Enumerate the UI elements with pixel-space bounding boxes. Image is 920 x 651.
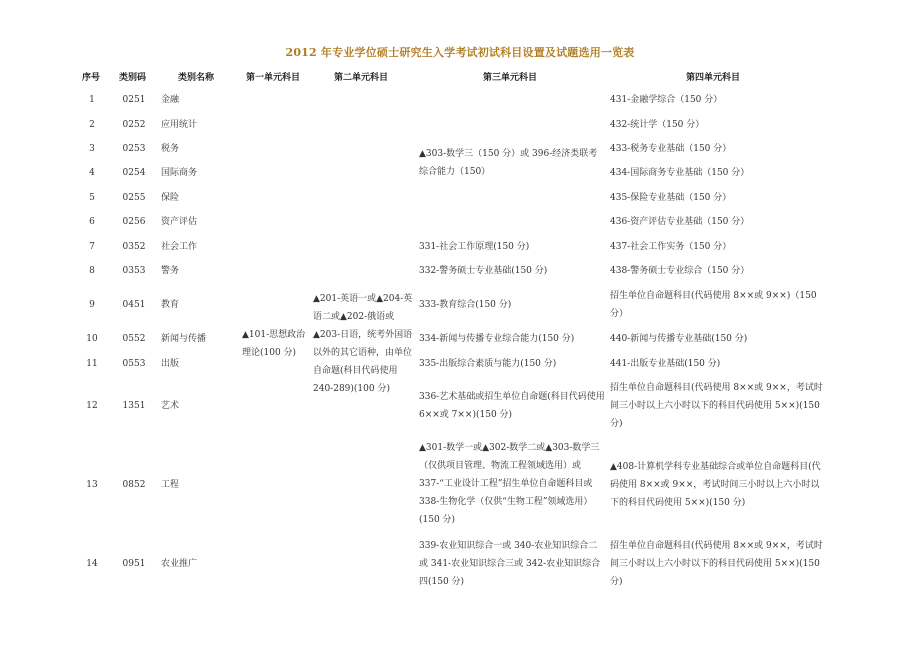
- row-11-name: 出版: [161, 359, 180, 369]
- row-4-code: 0254: [122, 168, 146, 178]
- row-13-seq: 13: [86, 480, 98, 490]
- header-unit4: 第四单元科目: [686, 73, 741, 83]
- row-13-unit3: ▲301-数学一或▲302-数学二或▲303-数学三（仅供项目管理、物流工程领域选用）或 337-“工业设计工程”招生单位自命题科目或 338-生物化学（仅供“生物工程”领域选用）(150 分): [419, 443, 600, 525]
- row-1-name: 金融: [161, 95, 180, 105]
- row-10-seq: 10: [86, 334, 98, 344]
- row-6-name: 资产评估: [161, 217, 198, 227]
- row-9-unit3: 333-教育综合(150 分): [419, 300, 512, 310]
- row-7-unit3: 331-社会工作原理(150 分): [419, 242, 530, 252]
- row-2-name: 应用统计: [161, 120, 198, 130]
- row-5-unit4: 435-保险专业基础（150 分）: [610, 193, 732, 203]
- row-4-name: 国际商务: [161, 168, 198, 178]
- row-10-code: 0552: [122, 334, 146, 344]
- row-6-unit4: 436-资产评估专业基础（150 分）: [610, 217, 750, 227]
- merged-unit2: ▲201-英语一或▲204-英语二或▲202-俄语或▲203-日语，统考外国语以外的其它语种，由单位自命题(科目代码使用 240-289)(100 分): [313, 294, 413, 394]
- header-code: 类别码: [119, 73, 147, 83]
- row-4-unit4: 434-国际商务专业基础（150 分）: [610, 168, 750, 178]
- row-1-seq: 1: [89, 95, 95, 105]
- row-3-name: 税务: [161, 144, 180, 154]
- header-unit2: 第二单元科目: [334, 73, 389, 83]
- merged-unit3-econ: ▲303-数学三（150 分）或 396-经济类联考综合能力（150）: [419, 149, 598, 177]
- row-7-unit4: 437-社会工作实务（150 分）: [610, 242, 732, 252]
- header-name: 类别名称: [178, 73, 215, 83]
- row-11-seq: 11: [86, 359, 98, 369]
- row-13-unit4: ▲408-计算机学科专业基础综合或单位自命题科目(代码使用 8××或 9××，考试时间三小时以上六小时以下的科目代码使用 5××)(150 分): [610, 462, 821, 508]
- row-11-unit3: 335-出版综合素质与能力(150 分): [419, 359, 557, 369]
- row-12-unit3: 336-艺术基础或招生单位自命题(科目代码使用 6××或 7××)(150 分): [419, 392, 605, 420]
- row-9-code: 0451: [122, 300, 146, 310]
- row-12-code: 1351: [122, 401, 146, 411]
- row-2-code: 0252: [122, 120, 146, 130]
- row-8-code: 0353: [122, 266, 146, 276]
- row-4-seq: 4: [89, 168, 95, 178]
- row-11-code: 0553: [122, 359, 146, 369]
- row-12-unit4: 招生单位自命题科目(代码使用 8××或 9××，考试时间三小时以上六小时以下的科目代码使用 5××)(150 分): [610, 383, 823, 429]
- header-unit1: 第一单元科目: [246, 73, 301, 83]
- row-5-code: 0255: [122, 193, 146, 203]
- row-14-seq: 14: [86, 559, 98, 569]
- row-1-code: 0251: [122, 95, 146, 105]
- row-7-code: 0352: [122, 242, 146, 252]
- header-seq: 序号: [82, 73, 101, 83]
- row-3-seq: 3: [89, 144, 95, 154]
- row-6-seq: 6: [89, 217, 95, 227]
- row-12-name: 艺术: [161, 401, 180, 411]
- header-unit3: 第三单元科目: [483, 73, 538, 83]
- row-2-seq: 2: [89, 120, 95, 130]
- row-14-name: 农业推广: [161, 559, 198, 569]
- row-8-unit3: 332-警务硕士专业基础(150 分): [419, 266, 548, 276]
- page-title: 2012 年专业学位硕士研究生入学考试初试科目设置及试题选用一览表: [285, 46, 635, 59]
- row-6-code: 0256: [122, 217, 146, 227]
- row-10-unit3: 334-新闻与传播专业综合能力(150 分): [419, 334, 575, 344]
- merged-unit1: ▲101-思想政治理论(100 分): [242, 330, 306, 358]
- row-10-name: 新闻与传播: [161, 334, 207, 344]
- row-11-unit4: 441-出版专业基础(150 分): [610, 359, 721, 369]
- row-1-unit4: 431-金融学综合（150 分）: [610, 95, 723, 105]
- row-10-unit4: 440-新闻与传播专业基础(150 分): [610, 334, 748, 344]
- row-14-unit3: 339-农业知识综合一或 340-农业知识综合二或 341-农业知识综合三或 342-农业知识综合四(150 分): [419, 541, 601, 587]
- row-2-unit4: 432-统计学（150 分）: [610, 120, 705, 130]
- row-3-code: 0253: [122, 144, 146, 154]
- row-7-seq: 7: [89, 242, 95, 252]
- row-12-seq: 12: [86, 401, 98, 411]
- row-13-code: 0852: [122, 480, 146, 490]
- row-14-code: 0951: [122, 559, 146, 569]
- row-8-seq: 8: [89, 266, 95, 276]
- row-5-name: 保险: [161, 193, 180, 203]
- row-9-seq: 9: [89, 300, 95, 310]
- row-7-name: 社会工作: [161, 242, 198, 252]
- row-14-unit4: 招生单位自命题科目(代码使用 8××或 9××，考试时间三小时以上六小时以下的科目代码使用 5××)(150 分): [610, 541, 823, 587]
- row-13-name: 工程: [161, 480, 180, 490]
- row-8-name: 警务: [161, 266, 180, 276]
- row-8-unit4: 438-警务硕士专业综合（150 分）: [610, 266, 750, 276]
- row-5-seq: 5: [89, 193, 95, 203]
- row-3-unit4: 433-税务专业基础（150 分）: [610, 144, 732, 154]
- row-9-unit4: 招生单位自命题科目(代码使用 8××或 9××)（150 分）: [610, 291, 817, 319]
- row-9-name: 教育: [161, 300, 180, 310]
